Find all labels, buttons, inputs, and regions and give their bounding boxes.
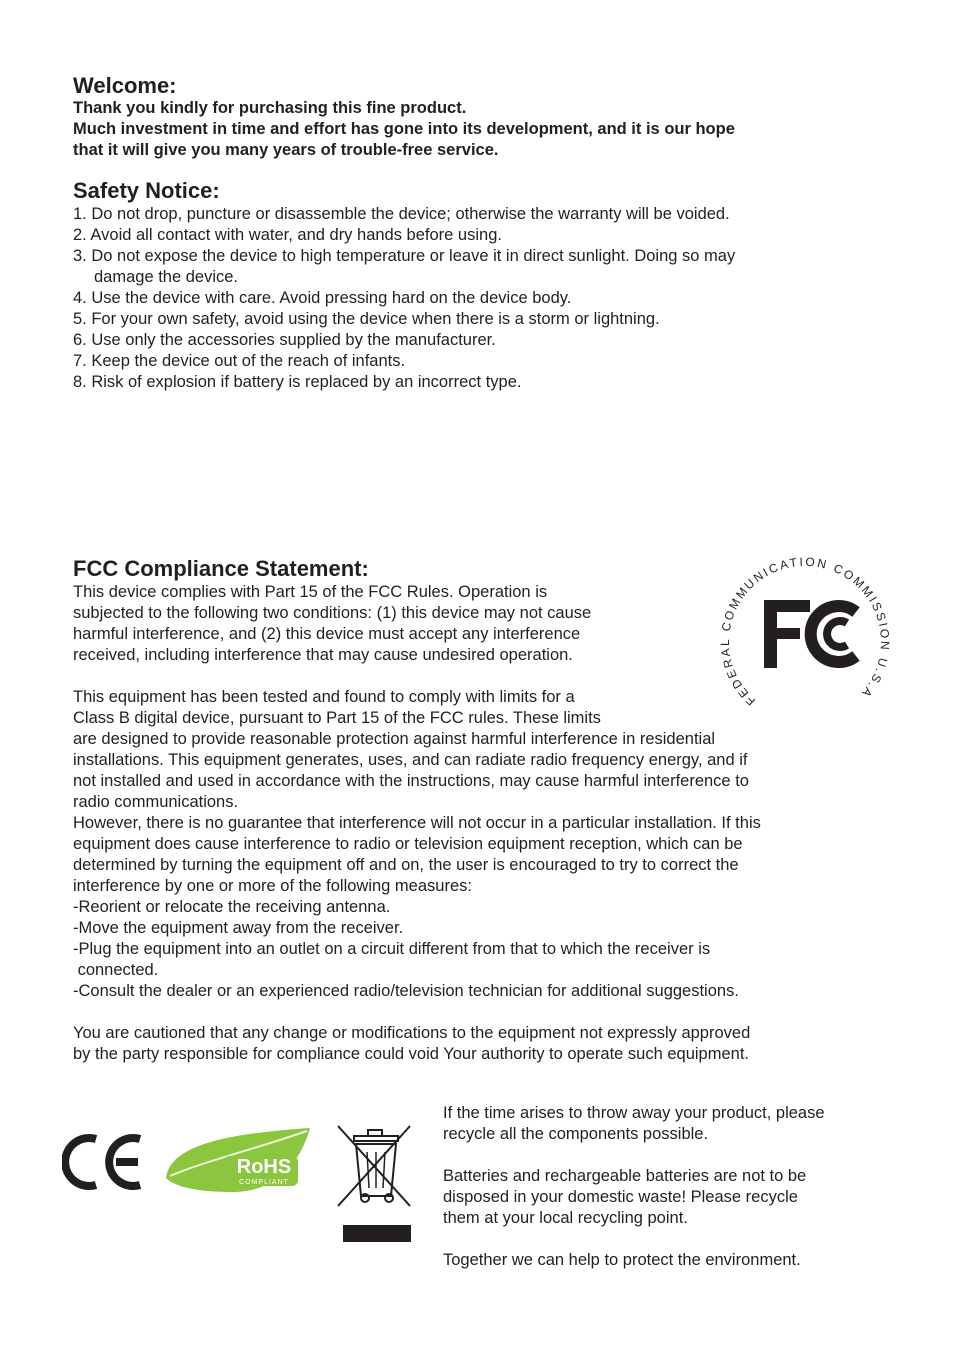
welcome-line: Much investment in time and effort has gone into its development, and it is our hope xyxy=(73,120,735,138)
fcc-line: -Consult the dealer or an experienced radio/television technician for additional suggestions. xyxy=(73,982,739,1000)
fcc-line: -Move the equipment away from the receiver. xyxy=(73,919,404,937)
welcome-title: Welcome: xyxy=(73,73,177,98)
weee-logo xyxy=(334,1122,414,1244)
safety-item: 8. Risk of explosion if battery is replaced by an incorrect type. xyxy=(73,373,522,391)
fcc-line: harmful interference, and (2) this device must accept any interference xyxy=(73,625,581,643)
fcc-line: equipment does cause interference to radio or television equipment reception, which can be xyxy=(73,835,743,853)
safety-item: 7. Keep the device out of the reach of infants. xyxy=(73,352,406,370)
rohs-label: RoHS xyxy=(236,1156,292,1178)
fcc-line: connected. xyxy=(73,961,159,979)
safety-item: 1. Do not drop, puncture or disassemble the device; otherwise the warranty will be voided. xyxy=(73,205,730,223)
recycle-line: disposed in your domestic waste! Please recycle xyxy=(443,1188,798,1206)
recycle-line: If the time arises to throw away your product, please xyxy=(443,1104,825,1122)
rohs-sub-label: COMPLIANT xyxy=(239,1179,289,1186)
welcome-section xyxy=(73,73,893,161)
recycle-blank xyxy=(443,1145,903,1166)
fcc-line: -Plug the equipment into an outlet on a circuit different from that to which the receiver is xyxy=(73,940,711,958)
fcc-line: installations. This equipment generates, uses, and can radiate radio frequency energy, and if xyxy=(73,751,748,769)
fcc-logo xyxy=(716,548,896,718)
welcome-line: that it will give you many years of trouble-free service. xyxy=(73,141,499,159)
safety-item: damage the device. xyxy=(94,268,239,286)
fcc-line: are designed to provide reasonable protection against harmful interference in residential xyxy=(73,730,716,748)
safety-item: 6. Use only the accessories supplied by the manufacturer. xyxy=(73,331,496,349)
ce-logo xyxy=(62,1130,144,1194)
fcc-line: -Reorient or relocate the receiving antenna. xyxy=(73,898,391,916)
recycle-line: recycle all the components possible. xyxy=(443,1125,709,1143)
fcc-line: received, including interference that may cause undesired operation. xyxy=(73,646,573,664)
recycle-line: them at your local recycling point. xyxy=(443,1209,688,1227)
fcc-line: However, there is no guarantee that interference will not occur in a particular installation. If this xyxy=(73,814,761,832)
recycle-line: Batteries and rechargeable batteries are not to be xyxy=(443,1167,807,1185)
seal-text: FEDERAL COMMUNICATION COMMISSION U.S.A xyxy=(717,554,893,709)
ce-mark-icon xyxy=(62,1130,144,1194)
fcc-blank xyxy=(73,1002,893,1023)
safety-title: Safety Notice: xyxy=(73,178,220,203)
fcc-line: subjected to the following two conditions: (1) this device may not cause xyxy=(73,604,592,622)
fcc-line: interference by one or more of the following measures: xyxy=(73,877,472,895)
recycle-section xyxy=(443,1103,903,1271)
fcc-line: radio communications. xyxy=(73,793,239,811)
safety-item: 2. Avoid all contact with water, and dry hands before using. xyxy=(73,226,502,244)
safety-item: 3. Do not expose the device to high temperature or leave it in direct sunlight. Doing so may xyxy=(73,247,736,265)
safety-section xyxy=(73,178,893,393)
fcc-line: not installed and used in accordance with the instructions, may cause harmful interference to xyxy=(73,772,749,790)
safety-item: 4. Use the device with care. Avoid pressing hard on the device body. xyxy=(73,289,572,307)
recycle-line: Together we can help to protect the environment. xyxy=(443,1251,801,1269)
rohs-logo xyxy=(162,1126,314,1196)
fcc-seal-icon xyxy=(716,548,896,718)
fcc-line: You are cautioned that any change or modifications to the equipment not expressly approved xyxy=(73,1024,751,1042)
fcc-line: Class B digital device, pursuant to Part 15 of the FCC rules. These limits xyxy=(73,709,601,727)
recycle-blank xyxy=(443,1229,903,1250)
fcc-title: FCC Compliance Statement: xyxy=(73,556,369,581)
safety-item: 5. For your own safety, avoid using the device when there is a storm or lightning. xyxy=(73,310,660,328)
welcome-line: Thank you kindly for purchasing this fine product. xyxy=(73,99,467,117)
fcc-line: This equipment has been tested and found to comply with limits for a xyxy=(73,688,575,706)
crossed-bin-icon xyxy=(334,1122,414,1244)
fcc-line: determined by turning the equipment off and on, the user is encouraged to try to correct the xyxy=(73,856,739,874)
fcc-line: This device complies with Part 15 of the FCC Rules. Operation is xyxy=(73,583,548,601)
fcc-line: by the party responsible for compliance could void Your authority to operate such equipment. xyxy=(73,1045,749,1063)
